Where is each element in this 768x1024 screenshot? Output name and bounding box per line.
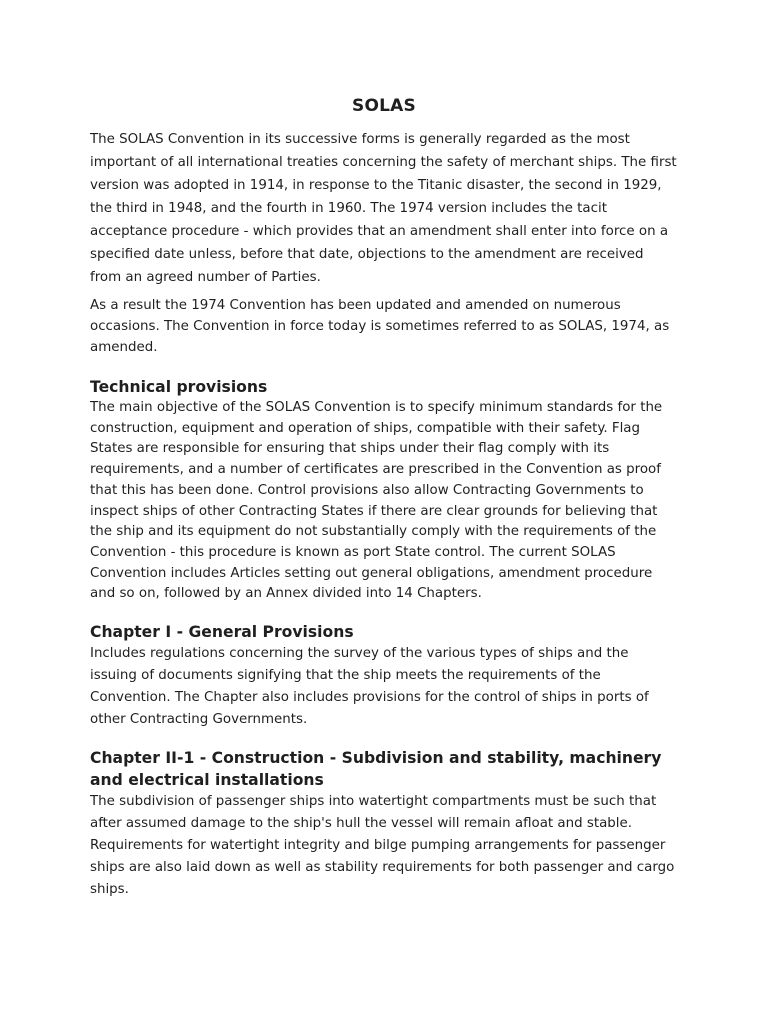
section-heading: Chapter II-1 - Construction - Subdivision and stability, machinery and electrical installations [90,749,662,790]
document-title: SOLAS [352,96,416,116]
intro-paragraph-1: The SOLAS Convention in its successive forms is generally regarded as the most important of all international treaties concerning the safety of merchant ships. The first version was adopted in 1914, in response to the Titanic disaster, the second in 1929, the third in 1948, and the fourth in 1960. The 1974 version includes the tacit acceptance procedure - which provides that an amendment shall enter into force on a specified date unless, before that date, objections to the amendment are received from an agreed number of Parties. [90,132,677,285]
section-body: The main objective of the SOLAS Convention is to specify minimum standards for the construction, equipment and operation of ships, compatible with their safety. Flag States are responsible for ensuring that ships under their flag comply with its requirements, and a number of certificates are prescribed in the Convention as proof that this has been done. Control provisions also allow Contracting Governments to inspect ships of other Contracting States if there are clear grounds for believing that the ship and its equipment do not substantially comply with the requirements of the Convention - this procedure is known as port State control. The current SOLAS Convention includes Articles setting out general obligations, amendment procedure and so on, followed by an Annex divided into 14 Chapters. [90,400,663,602]
section-body: The subdivision of passenger ships into watertight compartments must be such that after assumed damage to the ship's hull the vessel will remain afloat and stable. Requirements for watertight integrity and bilge pumping arrangements for passenger ships are also laid down as well as stability requirements for both passenger and cargo ships. [90,794,675,898]
section-body: Includes regulations concerning the survey of the various types of ships and the issuing of documents signifying that the ship meets the requirements of the Convention. The Chapter also includes provisions for the control of ships in ports of other Contracting Governments. [90,646,649,728]
section-chapter-2-1 [90,747,678,901]
section-chapter-1 [90,621,678,731]
section-heading: Technical provisions [90,378,268,396]
intro-paragraph-2: As a result the 1974 Convention has been updated and amended on numerous occasions. The Convention in force today is sometimes referred to as SOLAS, 1974, as amended. [90,298,670,355]
section-heading: Chapter I - General Provisions [90,623,354,642]
section-technical-provisions [90,376,678,605]
